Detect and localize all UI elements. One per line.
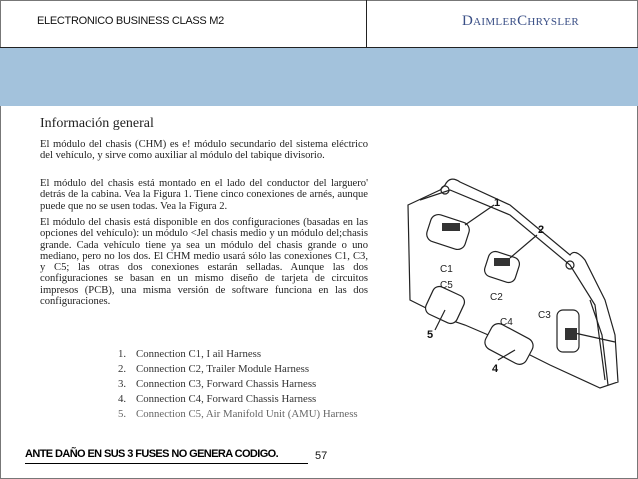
item-label: Connection C2, Trailer Module Harness <box>136 363 310 375</box>
list-item <box>118 362 358 377</box>
section-heading: Información general <box>40 116 154 131</box>
page-number: 57 <box>315 450 328 462</box>
item-number: 2. <box>118 363 127 375</box>
callout-4: 4 <box>492 363 499 375</box>
item-number: 4. <box>118 393 127 405</box>
item-label: Connection C4, Forward Chassis Harness <box>136 393 317 405</box>
item-number: 3. <box>118 378 127 390</box>
title-band <box>0 48 638 106</box>
header <box>0 0 638 48</box>
item-number: 1. <box>118 348 127 360</box>
connector-label-c3: C3 <box>538 310 551 321</box>
daimlerchrysler-logo: DaimlerChrysler <box>462 13 580 29</box>
list-item <box>118 347 358 362</box>
list-item <box>118 377 358 392</box>
callout-1: 1 <box>494 197 501 209</box>
item-label: Connection C3, Forward Chassis Harness <box>136 378 317 390</box>
connector-label-c1: C1 <box>440 264 453 275</box>
paragraph-3: El módulo del chasis está disponible en dos configuraciones (basadas en las opciones del vehículo): un módulo <Jel chasis medio y un módulo del;chasis grande. Cada vehículo tiene ya sea un módulo del chasis grande o uno mediano, pero no los dos. El CHM medio usará sólo las conexiones C1, C3, y C5; las otras dos conexiones estarán selladas. Aunque las dos configuraciones se basan en un mismo diseño de tarjeta de circuitos impresos (PCB), una misma versión de software funciona en las dos configuraciones. <box>40 217 368 308</box>
connector-label-c5: C5 <box>440 280 453 291</box>
footer-note: ANTE DAÑO EN SUS 3 FUSES NO GENERA CODIGO. <box>25 448 308 464</box>
item-label: Connection C5, Air Manifold Unit (AMU) Harness <box>136 408 358 420</box>
paragraph-2: El módulo del chasis está montado en el lado del conductor del larguero' detrás de la cabina. Vea la Figura 1. Tiene cinco conexiones de arnés, aunque puede que no se usen todas. Vea la Figura 2. <box>40 178 368 212</box>
document-title: ELECTRONICO BUSINESS CLASS M2 <box>37 15 224 27</box>
connection-list <box>118 347 358 422</box>
item-label: Connection C1, I ail Harness <box>136 348 262 360</box>
paragraph-1: El módulo del chasis (CHM) es e! módulo secundario del sistema eléctrico del vehículo, y sirve como auxiliar al módulo del tabique divisorio. <box>40 139 368 162</box>
connector-label-c4: C4 <box>500 317 513 328</box>
connector-label-c2: C2 <box>490 292 503 303</box>
list-item <box>118 392 358 407</box>
header-divider <box>366 0 367 47</box>
callout-5: 5 <box>427 329 434 341</box>
list-item <box>118 407 358 422</box>
callout-2: 2 <box>538 224 545 236</box>
chassis-module-figure <box>390 160 630 400</box>
item-number: 5. <box>118 408 127 420</box>
